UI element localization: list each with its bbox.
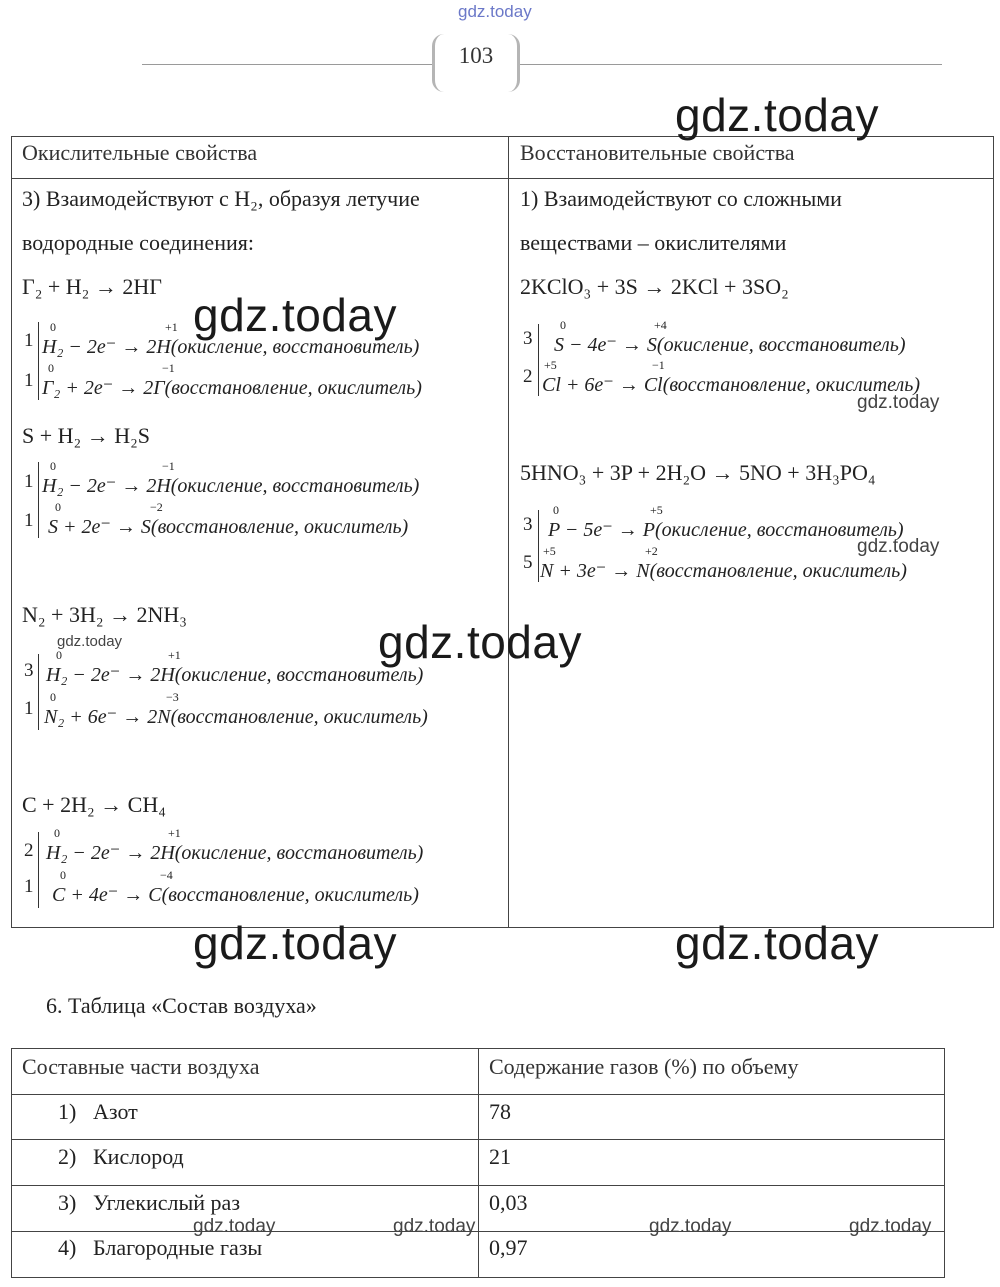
oxidation-state: +1	[168, 648, 181, 662]
oxidation-state: −2	[150, 500, 163, 514]
left-intro-line1: 3) Взаимодействуют с H₂, образуя летучие	[22, 186, 420, 211]
balance-coefficient: 1	[24, 876, 34, 897]
air-table-row-divider	[11, 1185, 945, 1186]
oxidation-state: −1	[162, 361, 175, 375]
half-reaction: S + 2e⁻ → S(восстановление, окислитель)	[48, 516, 409, 538]
half-reaction: S − 4e⁻ → S(окисление, восстановитель)	[554, 334, 906, 356]
balance-coefficient: 2	[523, 366, 533, 387]
equation: 5HNO₃ + 3P + 2H₂O → 5NO + 3H₃PO₄	[520, 460, 876, 485]
half-reaction: H₂ − 2e⁻ → 2H(окисление, восстановитель)	[42, 336, 420, 358]
balance-coefficient: 3	[523, 328, 533, 349]
watermark: gdz.today	[57, 633, 123, 650]
watermark: gdz.today	[857, 536, 940, 557]
half-reaction: H₂ − 2e⁻ → 2H(окисление, восстановитель)	[42, 475, 420, 497]
oxidation-state: +5	[544, 358, 557, 372]
equation: S + H₂ → H₂S	[22, 423, 150, 448]
gas-percent: 0,97	[489, 1235, 528, 1260]
equation: 2KClO₃ + 3S → 2KCl + 3SO₂	[520, 274, 789, 299]
balance-coefficient: 1	[24, 370, 34, 391]
half-reaction: Г₂ + 2e⁻ → 2Г(восстановление, окислитель)	[42, 377, 422, 399]
gas-percent: 78	[489, 1099, 511, 1124]
oxidation-state: +4	[654, 318, 667, 332]
watermark: gdz.today	[193, 917, 397, 969]
balance-coefficient: 2	[24, 840, 34, 861]
page-number: 103	[458, 43, 494, 68]
watermark: gdz.today	[857, 392, 940, 413]
oxidation-state: −1	[652, 358, 665, 372]
half-reaction: H₂ − 2e⁻ → 2H(окисление, восстановитель)	[46, 842, 424, 864]
gas-name: Азот	[93, 1099, 138, 1124]
oxidation-state: −1	[162, 459, 175, 473]
watermark: gdz.today	[675, 89, 879, 141]
right-intro-line2: веществами – окислителями	[520, 230, 787, 255]
half-reaction: N₂ + 6e⁻ → 2N(восстановление, окислитель)	[44, 706, 428, 728]
balance-bar	[38, 322, 39, 400]
oxidation-state: 0	[560, 318, 566, 332]
oxidation-state: 0	[50, 320, 56, 334]
watermark: gdz.today	[649, 1216, 732, 1237]
oxidation-state: +2	[645, 544, 658, 558]
oxidation-state: −4	[160, 868, 173, 882]
row-number: 2)	[58, 1144, 77, 1169]
properties-table-column-divider	[508, 136, 509, 928]
air-table-header-components: Составные части воздуха	[22, 1054, 260, 1079]
watermark: gdz.today	[378, 616, 582, 668]
half-reaction: Cl + 6e⁻ → Cl(восстановление, окислитель)	[542, 374, 920, 396]
gas-name: Благородные газы	[93, 1235, 263, 1260]
balance-coefficient: 1	[24, 510, 34, 531]
balance-coefficient: 5	[523, 552, 533, 573]
balance-coefficient: 3	[24, 660, 34, 681]
header-rule-left	[142, 64, 432, 65]
balance-bar	[38, 654, 39, 730]
oxidation-state: −3	[166, 690, 179, 704]
row-number: 4)	[58, 1235, 77, 1260]
air-table-row-divider	[11, 1094, 945, 1095]
oxidation-state: 0	[54, 826, 60, 840]
row-number: 1)	[58, 1099, 77, 1124]
oxidation-state: 0	[60, 868, 66, 882]
balance-bar	[538, 324, 539, 396]
header-rule-right	[520, 64, 942, 65]
oxidation-state: +1	[168, 826, 181, 840]
oxidation-state: 0	[56, 648, 62, 662]
oxidation-state: 0	[50, 459, 56, 473]
gas-name: Кислород	[93, 1144, 184, 1169]
half-reaction: H₂ − 2e⁻ → 2H(окисление, восстановитель)	[46, 664, 424, 686]
equation: C + 2H₂ → CH₄	[22, 792, 166, 817]
air-table-column-divider	[478, 1048, 479, 1278]
balance-bar	[38, 462, 39, 538]
balance-coefficient: 1	[24, 698, 34, 719]
oxidation-state: +5	[543, 544, 556, 558]
header-reducing: Восстановительные свойства	[520, 140, 795, 165]
balance-coefficient: 3	[523, 514, 533, 535]
right-intro-line1: 1) Взаимодействуют со сложными	[520, 186, 842, 211]
air-table-header-content: Содержание газов (%) по объему	[489, 1054, 799, 1079]
properties-table-header-divider	[11, 178, 994, 179]
equation: N₂ + 3H₂ → 2NH₃	[22, 602, 187, 627]
half-reaction: N + 3e⁻ → N(восстановление, окислитель)	[540, 560, 907, 582]
oxidation-state: 0	[48, 361, 54, 375]
air-table-row-divider	[11, 1231, 945, 1232]
oxidation-state: 0	[50, 690, 56, 704]
watermark: gdz.today	[393, 1216, 476, 1237]
gas-percent: 21	[489, 1144, 511, 1169]
watermark: gdz.today	[193, 1216, 276, 1237]
equation: Г₂ + H₂ → 2HГ	[22, 274, 162, 299]
balance-coefficient: 1	[24, 330, 34, 351]
header-oxidizing: Окислительные свойства	[22, 140, 258, 165]
row-number: 3)	[58, 1190, 77, 1215]
oxidation-state: 0	[553, 503, 559, 517]
gas-name: Углекислый раз	[93, 1190, 241, 1215]
oxidation-state: +1	[165, 320, 178, 334]
watermark: gdz.today	[193, 289, 397, 341]
balance-bar	[38, 832, 39, 908]
oxidation-state: +5	[650, 503, 663, 517]
watermark-top: gdz.today	[458, 2, 532, 21]
air-table-row-divider	[11, 1139, 945, 1140]
section-title: 6. Таблица «Состав воздуха»	[46, 993, 317, 1018]
watermark: gdz.today	[675, 917, 879, 969]
half-reaction: P − 5e⁻ → P(окисление, восстановитель)	[548, 519, 904, 541]
balance-coefficient: 1	[24, 471, 34, 492]
watermark: gdz.today	[849, 1216, 932, 1237]
left-intro-line2: водородные соединения:	[22, 230, 254, 255]
half-reaction: C + 4e⁻ → C(восстановление, окислитель)	[52, 884, 419, 906]
oxidation-state: 0	[55, 500, 61, 514]
gas-percent: 0,03	[489, 1190, 528, 1215]
balance-bar	[538, 510, 539, 582]
